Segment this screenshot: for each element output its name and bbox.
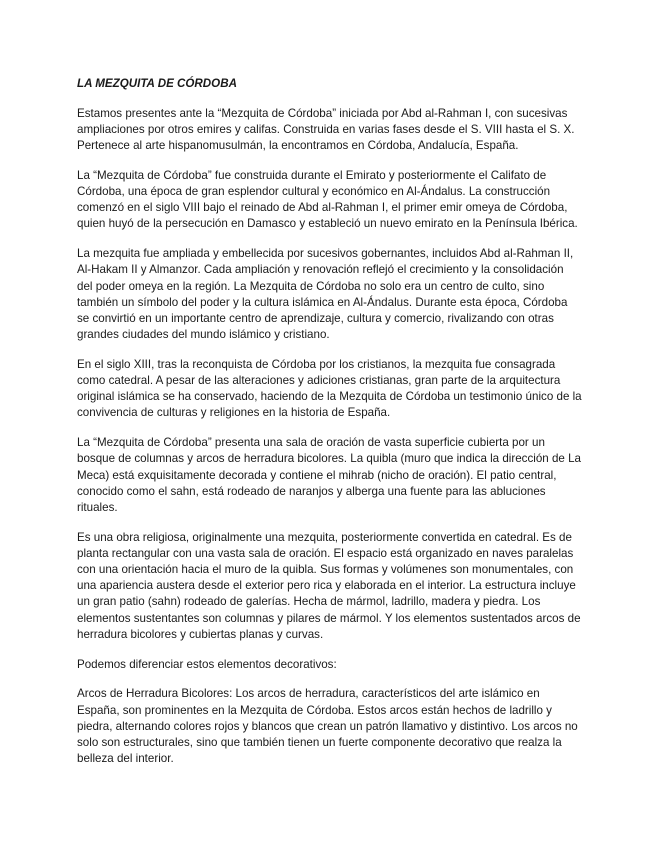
paragraph-horseshoe-arches: Arcos de Herradura Bicolores: Los arcos de herradura, característicos del arte islámico en España, son prominentes en la Mezquita de Córdoba. Estos arcos están hechos de ladrillo y piedra, alternando colores rojos y blancos que crean un patrón llamativo y distintivo. Los arcos no solo son estructurales, sino que también tienen un fuerte componente decorativo que realza la belleza del interior.: [77, 687, 578, 766]
document-title: LA MEZQUITA DE CÓRDOBA: [77, 77, 237, 90]
paragraph-expansions: La mezquita fue ampliada y embellecida por sucesivos gobernantes, incluidos Abd al-Rahman II, Al-Hakam II y Almanzor. Cada ampliación y renovación reflejó el crecimiento y la consolidación del poder omeya en la región. La Mezquita de Córdoba no solo era un centro de culto, sino también un símbolo del poder y la cultura islámica en Al-Ándalus. Durante esta época, Córdoba se convirtió en un importante centro de aprendizaje, cultura y comercio, rivalizando con otras grandes ciudades del mundo islámico y cristiano.: [77, 247, 574, 342]
paragraph-description: La “Mezquita de Córdoba” presenta una sala de oración de vasta superficie cubierta por un bosque de columnas y arcos de herradura bicolores. La quibla (muro que indica la dirección de La Meca) está exquisitamente decorada y contiene el mihrab (nicho de oración). El patio central, conocido como el sahn, está rodeado de naranjos y alberga una fuente para las abluciones rituales.: [77, 436, 581, 514]
paragraph-historical-context: La “Mezquita de Córdoba” fue construida durante el Emirato y posteriormente el Califato de Córdoba, una época de gran esplendor cultural y económico en Al-Ándalus. La construcción comenzó en el siglo VIII bajo el reinado de Abd al-Rahman I, el primer emir omeya de Córdoba, quien huyó de la persecución en Damasco y estableció un nuevo emirato en la Península Ibérica.: [77, 168, 578, 231]
paragraph-reconquest: En el siglo XIII, tras la reconquista de Córdoba por los cristianos, la mezquita fue consagrada como catedral. A pesar de las alteraciones y adiciones cristianas, gran parte de la arquitectura original islámica se ha conservado, haciendo de la Mezquita de Córdoba un testimonio único de la convivencia de culturas y religiones en la historia de España.: [77, 357, 582, 420]
paragraph-decorative-intro: Podemos diferenciar estos elementos decorativos:: [77, 657, 337, 671]
paragraph-analysis: Es una obra religiosa, originalmente una mezquita, posteriormente convertida en catedral. Es de planta rectangular con una vasta sala de oración. El espacio está organizado en naves paralelas con una orientación hacia el muro de la quibla. Sus formas y volúmenes son monumentales, con una apariencia austera desde el exterior pero rica y elaborada en el interior. La estructura incluye un gran patio (sahn) rodeado de galerías. Hecha de mármol, ladrillo, madera y piedra. Los elementos sustentantes son columnas y pilares de mármol. Y los elementos sustentados arcos de herradura bicolores y cubiertas planas y curvas.: [77, 530, 581, 641]
document-body: [77, 76, 582, 781]
paragraph-introduction: Estamos presentes ante la “Mezquita de Córdoba” iniciada por Abd al-Rahman I, con sucesivas ampliaciones por otros emires y califas. Construida en varias fases desde el S. VIII hasta el S. X. Pertenece al arte hispanomusulmán, la encontramos en Córdoba, Andalucía, España.: [77, 106, 575, 153]
